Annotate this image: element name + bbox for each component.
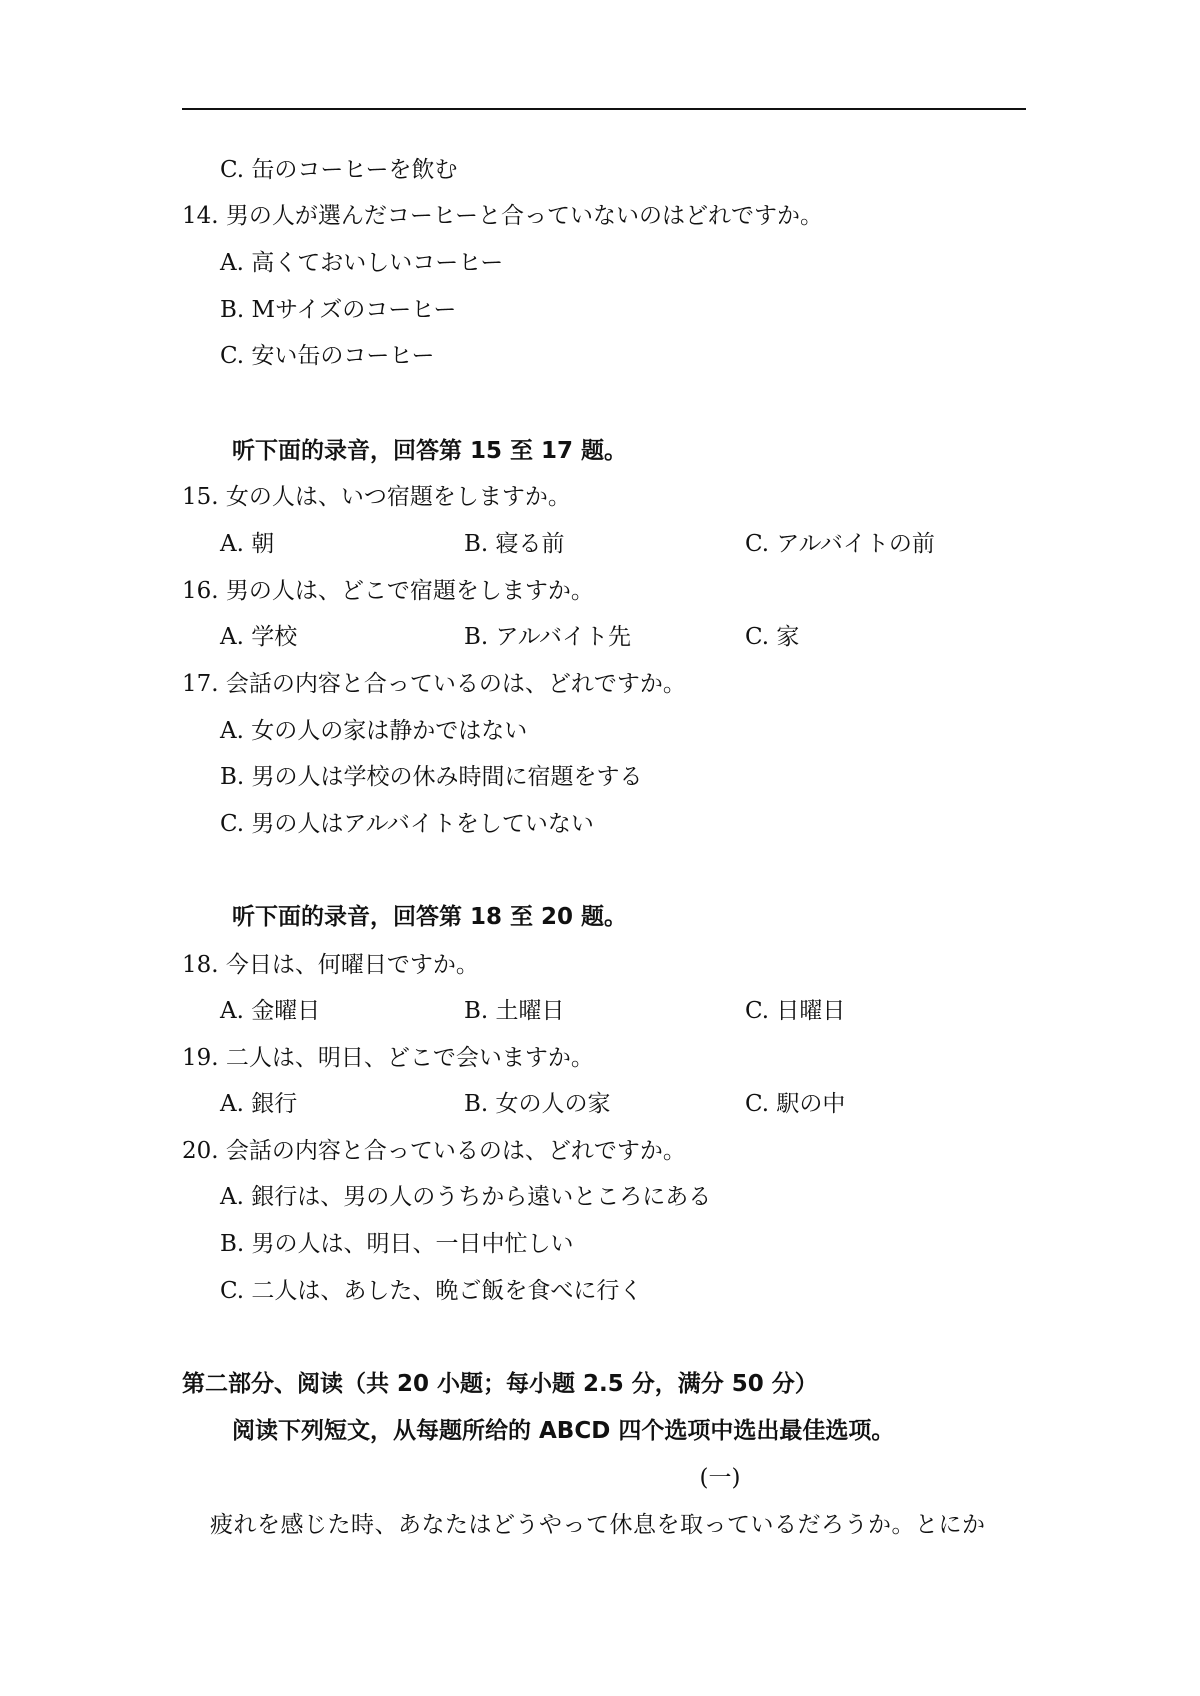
passage-text: 疲れを感じた時、あなたはどうやって休息を取っているだろうか。とにか	[210, 1512, 986, 1538]
q16-option-a: A. 学校	[220, 624, 298, 650]
q19-option-b: B. 女の人の家	[464, 1091, 611, 1117]
part2-heading: 第二部分、阅读（共 20 小题；每小题 2.5 分，满分 50 分）	[182, 1371, 818, 1397]
q16-option-c: C. 家	[745, 624, 800, 650]
part2-instruction: 阅读下列短文，从每题所给的 ABCD 四个选项中选出最佳选项。	[232, 1418, 895, 1444]
q17-option-b: B. 男の人は学校の休み時間に宿題をする	[220, 764, 643, 790]
q14-option-b: B. Mサイズのコーヒー	[220, 297, 457, 323]
q20-option-b: B. 男の人は、明日、一日中忙しい	[220, 1231, 574, 1257]
q19-option-a: A. 銀行	[220, 1091, 298, 1117]
q20-question: 20. 会話の内容と合っているのは、どれですか。	[182, 1138, 686, 1164]
q16-question: 16. 男の人は、どこで宿題をしますか。	[182, 578, 594, 604]
header-rule	[182, 108, 1026, 110]
q15-option-c: C. アルバイトの前	[745, 531, 935, 557]
q18-option-b: B. 土曜日	[464, 998, 565, 1024]
q20-option-a: A. 銀行は、男の人のうちから遠いところにある	[220, 1184, 712, 1210]
section-heading-18-20: 听下面的录音，回答第 18 至 20 题。	[232, 904, 628, 930]
q18-option-a: A. 金曜日	[220, 998, 321, 1024]
q13-option-c: C. 缶のコーヒーを飲む	[220, 157, 458, 183]
q19-option-c: C. 駅の中	[745, 1091, 846, 1117]
q15-question: 15. 女の人は、いつ宿題をしますか。	[182, 484, 571, 510]
q16-option-b: B. アルバイト先	[464, 624, 631, 650]
q15-option-b: B. 寝る前	[464, 531, 565, 557]
q17-option-a: A. 女の人の家は静かではない	[220, 718, 528, 744]
q17-option-c: C. 男の人はアルバイトをしていない	[220, 811, 594, 837]
q14-option-c: C. 安い缶のコーヒー	[220, 343, 435, 369]
q14-option-a: A. 高くておいしいコーヒー	[220, 250, 504, 276]
q20-option-c: C. 二人は、あした、晩ご飯を食べに行く	[220, 1278, 643, 1304]
q19-question: 19. 二人は、明日、どこで会いますか。	[182, 1045, 594, 1071]
passage-number: (一)	[699, 1465, 741, 1491]
q17-question: 17. 会話の内容と合っているのは、どれですか。	[182, 671, 686, 697]
q18-question: 18. 今日は、何曜日ですか。	[182, 952, 479, 978]
q18-option-c: C. 日曜日	[745, 998, 846, 1024]
section-heading-15-17: 听下面的录音，回答第 15 至 17 题。	[232, 438, 628, 464]
q14-question: 14. 男の人が選んだコーヒーと合っていないのはどれですか。	[182, 203, 823, 229]
q15-option-a: A. 朝	[220, 531, 275, 557]
